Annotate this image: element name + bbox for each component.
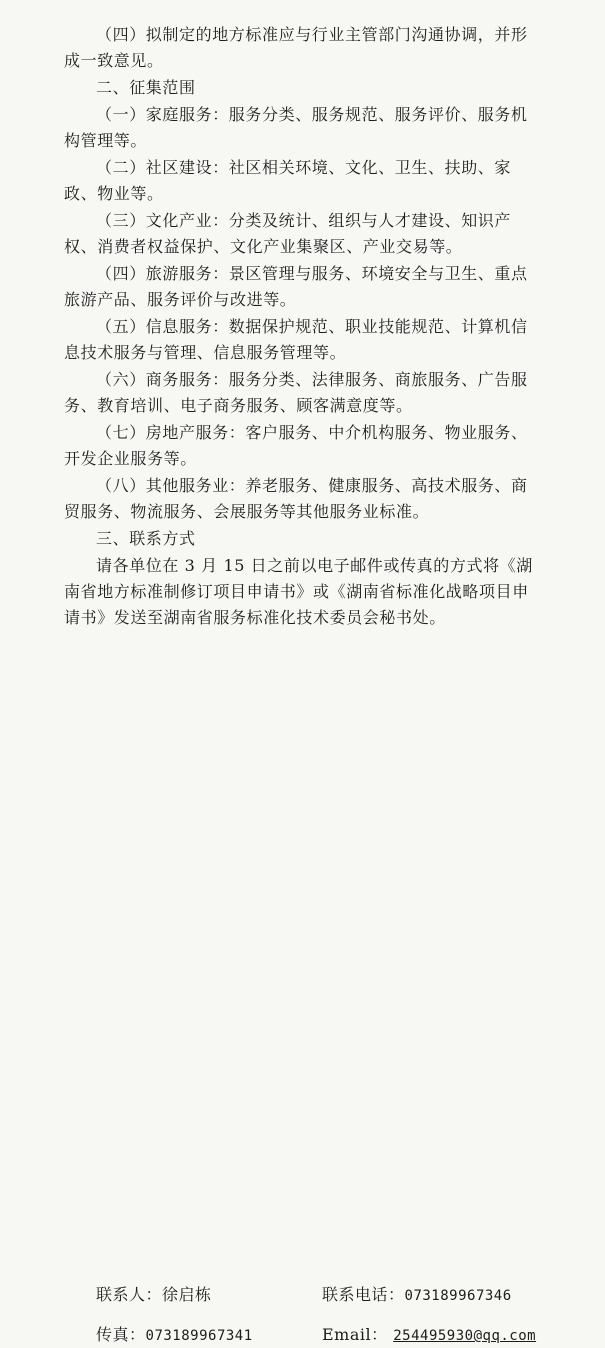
contact-person-label: 联系人： [96,1285,163,1304]
document-body [64,22,541,631]
contact-person-name: 徐启栋 [162,1285,212,1304]
para-other-services: （八）其他服务业：养老服务、健康服务、高技术服务、商贸服务、物流服务、会展服务等其他服务业标准。 [64,476,528,521]
contact-fax-value: 073189967341 [145,1328,253,1344]
contact-email-link[interactable]: 254495930@qq.com [393,1328,537,1344]
heading-contact: 三、联系方式 [96,529,196,548]
para-submission-instructions: 请各单位在 3 月 15 日之前以电子邮件或传真的方式将《湖南省地方标准制修订项目申请书》或《湖南省标准化战略项目申请书》发送至湖南省服务标准化技术委员会秘书处。 [64,556,533,627]
para-cultural-industry: （三）文化产业：分类及统计、组织与人才建设、知识产权、消费者权益保护、文化产业集聚区、产业交易等。 [64,211,512,256]
contact-person [96,1282,212,1305]
para-consult-note: （四）拟制定的地方标准应与行业主管部门沟通协调，并形成一致意见。 [64,25,528,70]
para-information-service: （五）信息服务：数据保护规范、职业技能规范、计算机信息技术服务与管理、信息服务管理等。 [64,317,528,362]
para-business-service: （六）商务服务：服务分类、法律服务、商旅服务、广告服务、教育培训、电子商务服务、顾客满意度等。 [64,370,528,415]
contact-phone-label: 联系电话： [322,1285,405,1304]
contact-row-1 [0,1282,605,1308]
contact-fax-label: 传真： [96,1325,146,1344]
contact-email [322,1322,536,1345]
contact-row-2 [0,1322,605,1348]
heading-scope: 二、征集范围 [96,78,196,97]
para-tourism-service: （四）旅游服务：景区管理与服务、环境安全与卫生、重点旅游产品、服务评价与改进等。 [64,264,528,309]
contact-fax [96,1322,253,1345]
para-real-estate-service: （七）房地产服务：客户服务、中介机构服务、物业服务、开发企业服务等。 [64,423,528,468]
para-household-service: （一）家庭服务：服务分类、服务规范、服务评价、服务机构管理等。 [64,105,528,150]
contact-email-label: Email： [322,1325,388,1344]
contact-phone-value: 073189967346 [404,1288,512,1304]
para-community-building: （二）社区建设：社区相关环境、文化、卫生、扶助、家政、物业等。 [64,158,512,203]
contact-phone [322,1282,512,1305]
